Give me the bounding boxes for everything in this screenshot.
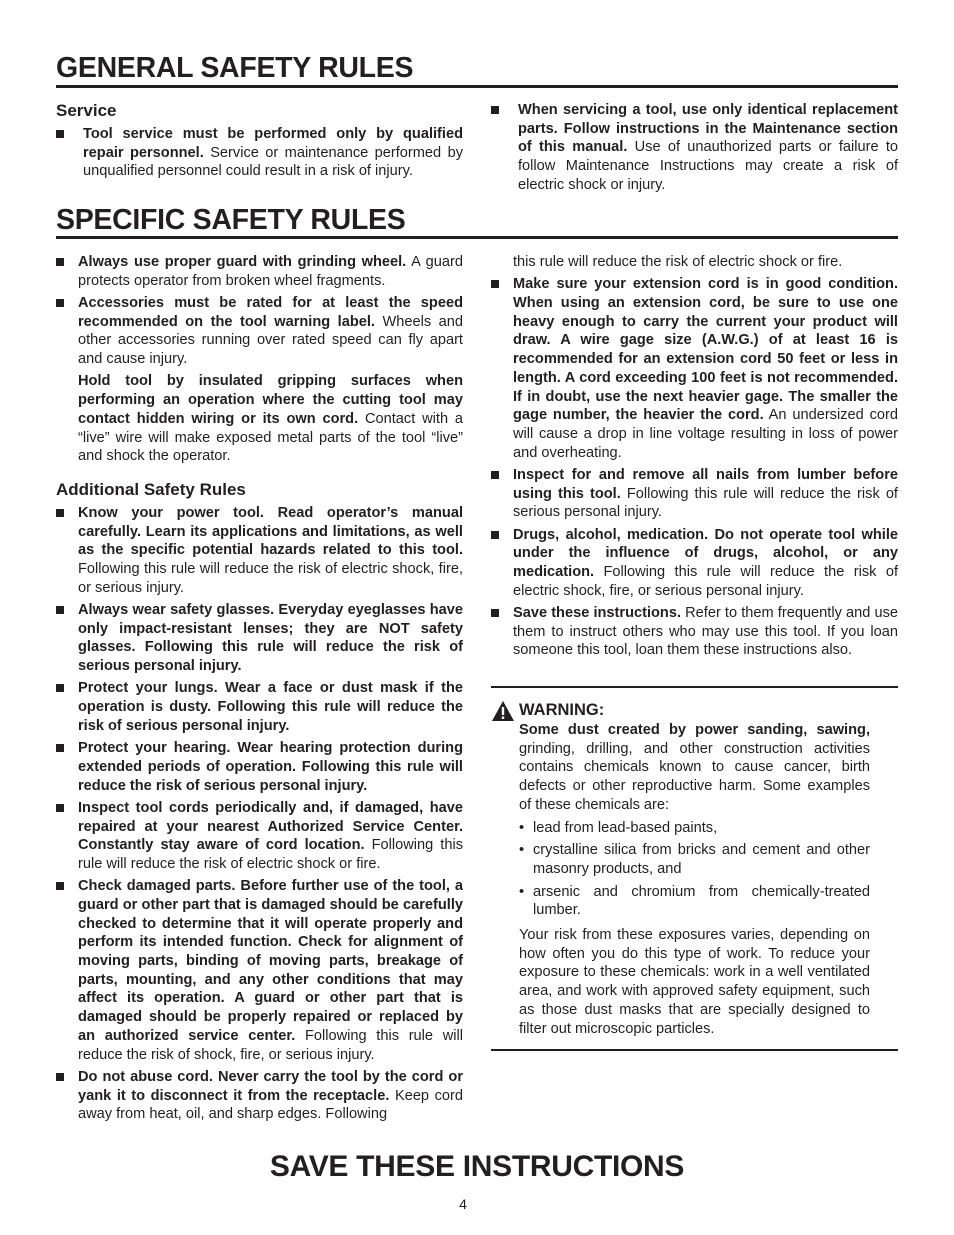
square-bullet-icon: [491, 531, 499, 539]
item-bold-text: Do not abuse cord. Never carry the tool by the cord or yank it to disconnect it from the receptacle.: [78, 1068, 463, 1104]
bullet-dot-icon: •: [519, 842, 525, 859]
list-item: [56, 1068, 463, 1124]
item-bold-text: When servicing a tool, use only identical replacement parts. Follow instructions in the Maintenance section of this manual.: [518, 102, 898, 156]
warning-triangle-icon: [491, 700, 515, 722]
item-bold-text: Accessories must be rated for at least the speed recommended on the tool warning label.: [78, 295, 463, 330]
square-bullet-icon: [491, 280, 499, 288]
item-bold-text: Tool service must be performed only by qualified repair personnel.: [83, 126, 463, 161]
warning-bullet-text: crystalline silica from bricks and cement and other masonry products, and: [533, 842, 870, 877]
service-heading: Service: [56, 101, 117, 120]
list-item: [491, 275, 898, 462]
list-item: [56, 294, 463, 369]
list-item: [56, 601, 463, 676]
item-bold-text: Drugs, alcohol, medication. Do not operate tool while under the influence of drugs, alcohol, or any medication.: [513, 526, 898, 581]
item-text: Keep cord away from heat, oil, and sharp edges. Following: [78, 1087, 463, 1123]
bullet-dot-icon: •: [519, 883, 525, 900]
square-bullet-icon: [56, 1073, 64, 1081]
list-item: [491, 466, 898, 522]
list-item: [491, 526, 898, 601]
list-item: [56, 253, 463, 290]
item-text: Following this rule will reduce the risk of electric shock, fire, or serious injury.: [78, 561, 463, 596]
square-bullet-icon: [56, 509, 64, 517]
square-bullet-icon: [56, 744, 64, 752]
general-right-column: [491, 101, 898, 198]
hold-tool-paragraph: [56, 372, 463, 466]
specific-right-column: [491, 253, 898, 664]
square-bullet-icon: [491, 471, 499, 479]
warning-intro-text: grinding, drilling, and other construction activities contains chemicals known to cause cancer, birth defects or other reproductive harm. Some examples of these chemicals are:: [519, 740, 870, 813]
warning-bullet-text: arsenic and chromium from chemically-treated lumber.: [533, 883, 870, 919]
item-bold-text: Inspect tool cords periodically and, if damaged, have repaired at your nearest Authorized Service Center. Constantly stay aware of cord location.: [78, 799, 463, 854]
item-text: Following this rule will reduce the risk of electric shock, fire, or serious personal injury.: [513, 564, 898, 599]
item-bold-text: Save these instructions.: [513, 605, 682, 622]
item-bold-text: Know your power tool. Read operator’s manual carefully. Learn its applications and limitations, as well as the specific potential hazards related to this tool.: [78, 504, 463, 559]
item-text: Wheels and other accessories running over rated speed can fly apart and cause injury.: [78, 313, 463, 368]
item-text: Following this rule will reduce the risk of shock, fire, or serious injury.: [78, 1027, 463, 1063]
warning-closing: Your risk from these exposures varies, depending on how often you do this type of work. To reduce your exposure to these chemicals: work in a well ventilated area, and work with approved safety equipment, such as those dust masks that are specially designed to filter out microscopic particles.: [519, 927, 870, 1037]
additional-safety-rules-heading: Additional Safety Rules: [56, 479, 246, 499]
square-bullet-icon: [56, 299, 64, 307]
continuation-text: this rule will reduce the risk of electric shock or fire.: [513, 254, 843, 270]
item-text: Following this rule will reduce the risk of serious personal injury.: [513, 485, 898, 521]
warning-bullet-text: lead from lead-based paints,: [533, 819, 718, 836]
item-bold-text: Always use proper guard with grinding wheel.: [78, 254, 407, 270]
specific-safety-rules-title: SPECIFIC SAFETY RULES: [56, 204, 406, 236]
title-rule: [56, 236, 898, 239]
warning-bullet: [519, 819, 870, 838]
para-text: Contact with a “live” wire will make exposed metal parts of the tool “live” and shock the operator.: [78, 410, 464, 465]
list-item: [56, 679, 463, 735]
warning-body: [519, 721, 870, 1042]
page-number: 4: [459, 1196, 467, 1212]
list-item: [56, 125, 463, 181]
warning-intro-bold: Some dust created by power sanding, sawing,: [519, 722, 870, 738]
square-bullet-icon: [56, 882, 64, 890]
square-bullet-icon: [491, 106, 499, 114]
specific-left-column: [56, 253, 463, 1128]
bullet-dot-icon: •: [519, 819, 525, 836]
square-bullet-icon: [491, 609, 499, 617]
square-bullet-icon: [56, 258, 64, 266]
list-item: [491, 604, 898, 660]
warning-bullet: [519, 883, 870, 920]
list-item: [56, 799, 463, 874]
title-rule: [56, 85, 898, 88]
square-bullet-icon: [56, 130, 64, 138]
general-left-column: [56, 101, 463, 185]
general-safety-rules-title: GENERAL SAFETY RULES: [56, 52, 414, 84]
item-text: A guard protects operator from broken wheel fragments.: [78, 254, 463, 289]
item-text: Use of unauthorized parts or failure to follow Maintenance Instructions may create a risk of electric shock or injury.: [518, 139, 898, 193]
item-bold-text: Always wear safety glasses. Everyday eyeglasses have only impact-resistant lenses; they are NOT safety glasses. Following this rule will reduce the risk of serious personal injury.: [78, 602, 463, 675]
square-bullet-icon: [56, 684, 64, 692]
warning-bullet: [519, 841, 870, 878]
item-bold-text: Protect your hearing. Wear hearing protection during extended periods of operation. Following this rule will reduce the risk of serious personal injury.: [78, 740, 463, 794]
square-bullet-icon: [56, 606, 64, 614]
item-bold-text: Inspect for and remove all nails from lumber before using this tool.: [513, 466, 898, 502]
warning-label: WARNING:: [519, 701, 605, 719]
list-item: [491, 101, 898, 195]
item-text: Refer to them frequently and use them to instruct others who may use this tool. If you loan someone this tool, loan them these instructions also.: [513, 605, 898, 659]
item-bold-text: Protect your lungs. Wear a face or dust mask if the operation is dusty. Following this rule will reduce the risk of serious personal injury.: [78, 680, 463, 734]
save-instructions-title: SAVE THESE INSTRUCTIONS: [269, 1150, 685, 1183]
item-text: An undersized cord will cause a drop in line voltage resulting in loss of power and overheating.: [513, 407, 898, 461]
warning-top-rule: [491, 686, 898, 688]
item-text: Following this rule will reduce the risk of electric shock or fire.: [78, 837, 464, 872]
list-item: [56, 877, 463, 1064]
para-bold-text: Hold tool by insulated gripping surfaces when performing an operation where the cutting tool may contact hidden wiring or its own cord.: [78, 373, 463, 427]
list-item: [56, 504, 463, 598]
square-bullet-icon: [56, 804, 64, 812]
warning-bottom-rule: [491, 1049, 898, 1051]
item-text: Service or maintenance performed by unqualified personnel could result in a risk of injury.: [83, 144, 463, 180]
list-item: [56, 739, 463, 795]
item-bold-text: Make sure your extension cord is in good condition. When using an extension cord, be sure to use one heavy enough to carry the current your product will draw. A wire gage size (A.W.G.) of at least 16 is recommended for an extension cord 50 feet or less in length. A cord exceeding 100 feet is not recommended. If in doubt, use the next heavier gage. The smaller the gage number, the heavier the cord.: [513, 276, 898, 424]
warning-intro: [519, 721, 870, 815]
item-bold-text: Check damaged parts. Before further use of the tool, a guard or other part that is damaged should be carefully checked to determine that it will operate properly and perform its intended function. Check for alignment of moving parts, binding of moving parts, breakage of parts, mounting, and any other conditions that may affect its operation. A guard or other part that is damaged should be properly repaired or replaced by an authorized service center.: [78, 878, 463, 1044]
